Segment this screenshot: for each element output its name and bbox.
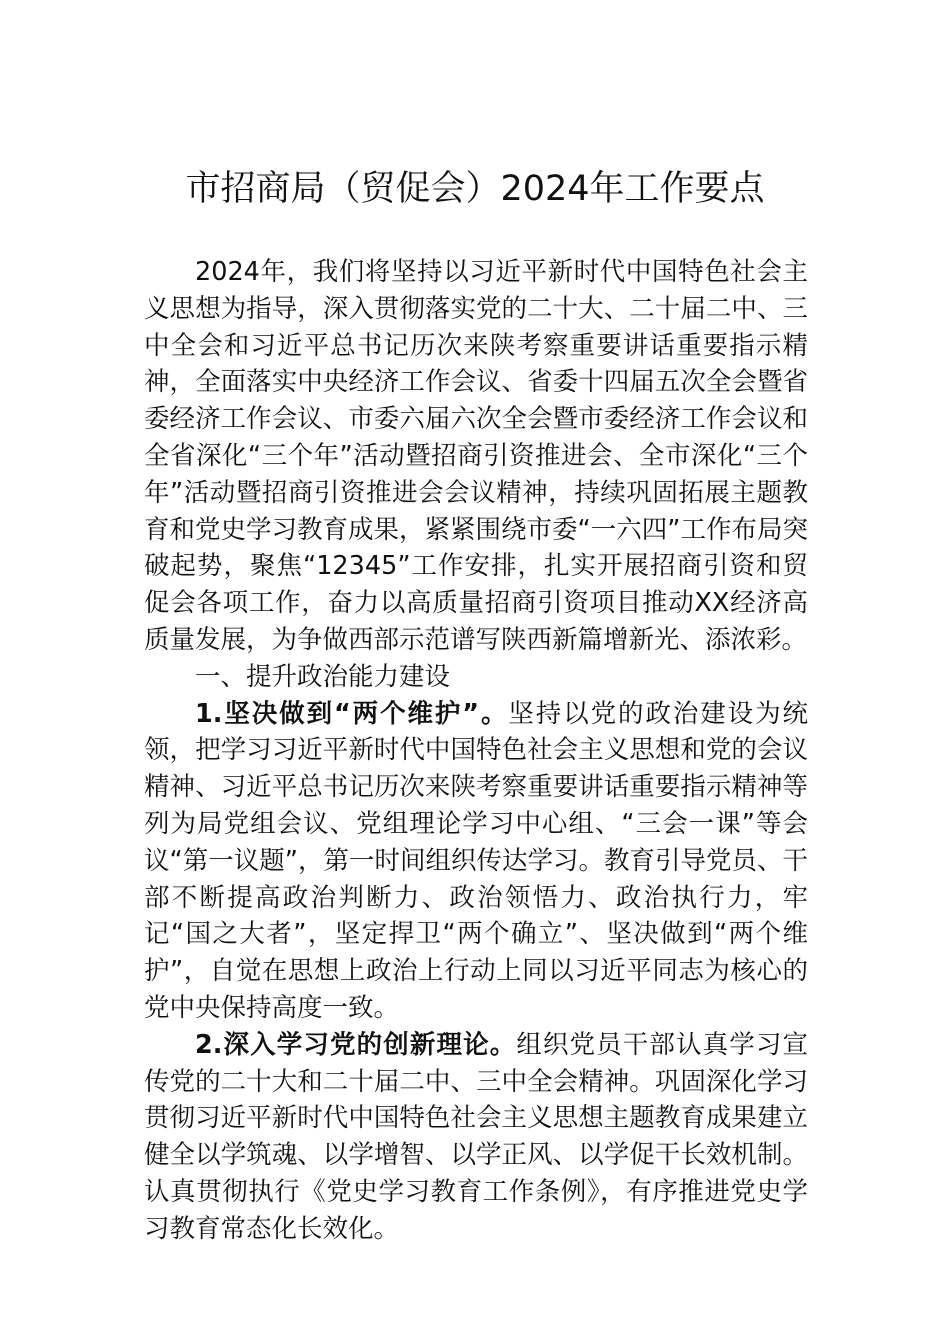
item-paragraph-1: [144, 696, 808, 1027]
section-heading: 一、提升政治能力建设: [195, 661, 451, 692]
document-body: [144, 254, 808, 1248]
intro-paragraph: 2024年，我们将坚持以习近平新时代中国特色社会主义思想为指导，深入贯彻落实党的二十大、二十届二中、三中全会和习近平总书记历次来陕考察重要讲话重要指示精神，全面落实中央经济工作会议、省委十四届五次全会暨省委经济工作会议、市委六届六次全会暨市委经济工作会议和全省深化“三个年”活动暨招商引资推进会、全市深化“三个年”活动暨招商引资推进会会议精神，持续巩固拓展主题教育和党史学习教育成果，紧紧围绕市委“一六四”工作布局突破起势，聚焦“12345”工作安排，扎实开展招商引资和贸促会各项工作，奋力以高质量招商引资项目推动XX经济高质量发展，为争做西部示范谱写陕西新篇增新光、添浓彩。: [144, 257, 808, 655]
document-title: 市招商局（贸促会）2024年工作要点: [185, 169, 765, 209]
item-text-2: 组织党员干部认真学习宣传党的二十大和二十届二中、三中全会精神。巩固深化学习贯彻习近平新时代中国特色社会主义思想主题教育成果建立健全以学筑魂、以学增智、以学正风、以学促干长效机制。认真贯彻执行《党史学习教育工作条例》，有序推进党史学习教育常态化长效化。: [144, 1029, 808, 1244]
item-text-1: 坚持以党的政治建设为统领，把学习习近平新时代中国特色社会主义思想和党的会议精神、习近平总书记历次来陕考察重要讲话重要指示精神等列为局党组会议、党组理论学习中心组、“三会一课”等会议“第一议题”，第一时间组织传达学习。教育引导党员、干部不断提高政治判断力、政治领悟力、政治执行力，牢记“国之大者”，坚定捍卫“两个确立”、坚决做到“两个维护”，自觉在思想上政治上行动上同以习近平同志为核心的党中央保持高度一致。: [144, 698, 808, 1023]
item-title-2: 2.深入学习党的创新理论。: [195, 1029, 517, 1060]
item-title-1: 1.坚决做到“两个维护”。: [195, 698, 509, 729]
item-paragraph-2: [144, 1027, 808, 1248]
